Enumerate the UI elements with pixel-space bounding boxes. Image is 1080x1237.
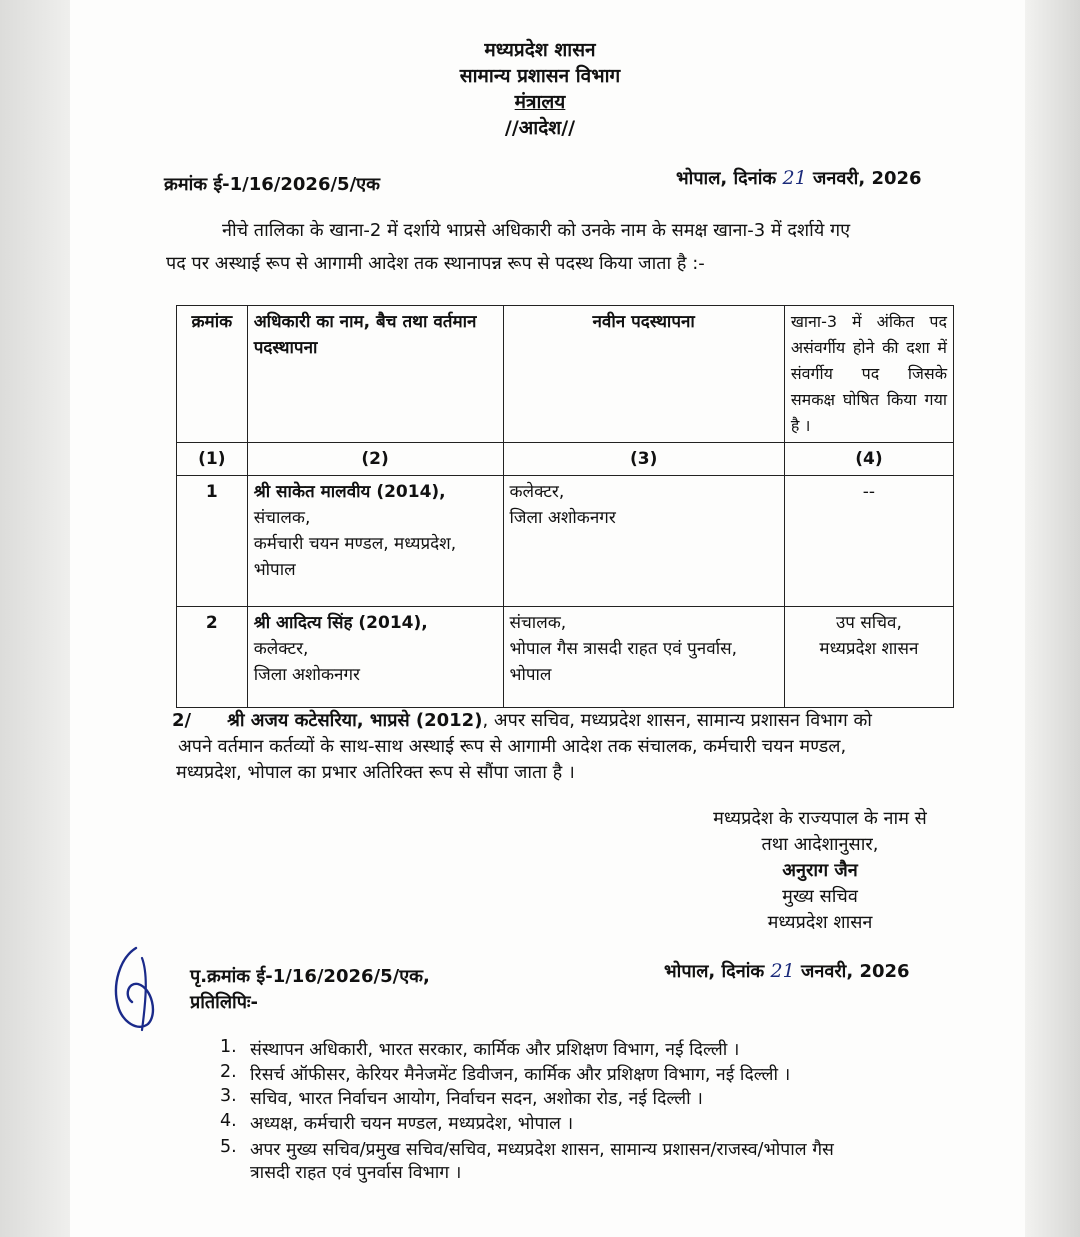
- para2-line-3: मध्यप्रदेश, भोपाल का प्रभार अतिरिक्त रूप से सौंपा जाता है ।: [176, 762, 575, 783]
- list-item-number: 4.: [220, 1111, 237, 1131]
- officer-line: संचालक,: [253, 508, 311, 528]
- endorsement-date: [664, 959, 910, 983]
- equivalent-line: उप सचिव,: [835, 613, 902, 633]
- posting-line: जिला अशोकनगर: [509, 508, 616, 528]
- officer-line: भोपाल: [253, 560, 296, 580]
- posting-line: भोपाल गैस त्रासदी राहत एवं पुनर्वास,: [509, 639, 737, 659]
- order-date: [676, 166, 922, 190]
- officer-line: कलेक्टर,: [253, 639, 309, 659]
- order-number: क्रमांक ई-1/16/2026/5/एक: [164, 174, 380, 195]
- endorsement-date-day-handwritten: 21: [770, 960, 795, 982]
- posting-table: [176, 305, 954, 708]
- row-equivalent: [784, 476, 953, 607]
- order-date-day-handwritten: 21: [782, 167, 807, 189]
- list-item-number: 1.: [220, 1037, 237, 1057]
- officer-name: श्री साकेत मालवीय (2014),: [253, 482, 446, 502]
- endorsement-number: पृ.क्रमांक ई-1/16/2026/5/एक,: [190, 966, 430, 987]
- posting-line: संचालक,: [509, 613, 567, 633]
- table-row: [177, 607, 954, 708]
- signatory-name: अनुराग जैन: [782, 860, 858, 881]
- posting-line: भोपाल: [509, 665, 552, 685]
- row-officer: [247, 607, 503, 708]
- page-shadow-right: [1025, 0, 1080, 1237]
- column-number: (2): [247, 443, 503, 476]
- officer-name: श्री आदित्य सिंह (2014),: [253, 613, 428, 633]
- header-department: सामान्य प्रशासन विभाग: [459, 65, 621, 87]
- para2-line-1-rest: , अपर सचिव, मध्यप्रदेश शासन, सामान्य प्रशासन विभाग को: [482, 710, 872, 731]
- handwritten-initials-mark: [108, 944, 168, 1036]
- list-item: [220, 1111, 574, 1134]
- officer-line: कर्मचारी चयन मण्डल, मध्यप्रदेश,: [253, 534, 457, 554]
- list-item-number: 5.: [220, 1137, 237, 1157]
- endorsement-date-month-year: जनवरी, 2026: [800, 961, 910, 982]
- intro-line-2: पद पर अस्थाई रूप से आगामी आदेश तक स्थानापन्न रूप से पदस्थ किया जाता है :-: [166, 253, 705, 274]
- row-officer: [247, 476, 503, 607]
- list-item-number: 3.: [220, 1086, 237, 1106]
- row-sno: 1: [177, 476, 248, 607]
- page-shadow-left: [0, 0, 70, 1237]
- column-number: (3): [503, 443, 784, 476]
- list-item: [220, 1037, 740, 1060]
- list-item-text: संस्थापन अधिकारी, भारत सरकार, कार्मिक और प्रशिक्षण विभाग, नई दिल्ली ।: [250, 1040, 740, 1060]
- list-item-text: अपर मुख्य सचिव/प्रमुख सचिव/सचिव, मध्यप्रदेश शासन, सामान्य प्रशासन/राजस्व/भोपाल गैस: [250, 1140, 834, 1160]
- row-equivalent: [784, 607, 953, 708]
- column-number: (4): [784, 443, 953, 476]
- list-item-text: सचिव, भारत निर्वाचन आयोग, निर्वाचन सदन, अशोका रोड, नई दिल्ली ।: [250, 1089, 703, 1109]
- table-header-row: [177, 306, 954, 443]
- para2-number: 2/: [172, 710, 192, 731]
- intro-line-1: नीचे तालिका के खाना-2 में दर्शाये भाप्रसे अधिकारी को उनके नाम के समक्ष खाना-3 में दर्शाये गए: [222, 220, 851, 241]
- signatory-designation: मुख्य सचिव: [782, 886, 858, 907]
- column-number: (1): [177, 443, 248, 476]
- table-row: [177, 476, 954, 607]
- order-date-prefix: भोपाल, दिनांक: [676, 168, 777, 189]
- header-secretariat: [0, 88, 1080, 114]
- row-sno: 2: [177, 607, 248, 708]
- list-item: [220, 1086, 703, 1109]
- signature-line-2: तथा आदेशानुसार,: [761, 834, 879, 855]
- column-number-row: [177, 443, 954, 476]
- officer-line: जिला अशोकनगर: [253, 665, 361, 685]
- equivalent-line: मध्यप्रदेश शासन: [819, 639, 919, 659]
- header-cell-equivalent: खाना-3 में अंकित पद असंवर्गीय होने की दशा में संवर्गीय पद जिसके समकक्ष घोषित किया गया है ।: [784, 306, 953, 443]
- row-new-posting: [503, 607, 784, 708]
- equivalent-line: --: [862, 482, 876, 502]
- header-state: मध्यप्रदेश शासन: [484, 39, 596, 61]
- header-secretariat-text: मंत्रालय: [514, 91, 566, 113]
- list-item-text: अध्यक्ष, कर्मचारी चयन मण्डल, मध्यप्रदेश, भोपाल ।: [250, 1114, 574, 1134]
- header-order-title: //आदेश//: [504, 117, 576, 139]
- endorsement-date-prefix: भोपाल, दिनांक: [664, 961, 765, 982]
- list-item-number: 2.: [220, 1062, 237, 1082]
- order-date-month-year: जनवरी, 2026: [812, 168, 922, 189]
- copy-to-label: प्रतिलिपिः-: [190, 992, 259, 1013]
- header-cell-sno: क्रमांक: [177, 306, 248, 443]
- list-item: [220, 1137, 834, 1160]
- para2-line-1: [172, 708, 872, 732]
- posting-line: कलेक्टर,: [509, 482, 565, 502]
- header-cell-new-posting: नवीन पदस्थापना: [503, 306, 784, 443]
- list-item: [220, 1062, 791, 1085]
- row-new-posting: [503, 476, 784, 607]
- list-item-text: रिसर्च ऑफीसर, केरियर मैनेजमेंट डिवीजन, कार्मिक और प्रशिक्षण विभाग, नई दिल्ली ।: [250, 1065, 791, 1085]
- list-item-continuation: त्रासदी राहत एवं पुनर्वास विभाग ।: [250, 1163, 462, 1183]
- para2-officer-name: श्री अजय कटेसरिया, भाप्रसे (2012): [227, 710, 483, 731]
- header-cell-officer: अधिकारी का नाम, बैच तथा वर्तमान पदस्थापना: [247, 306, 503, 443]
- para2-line-2: अपने वर्तमान कर्तव्यों के साथ-साथ अस्थाई रूप से आगामी आदेश तक संचालक, कर्मचारी चयन मण्डल,: [178, 736, 847, 757]
- signatory-office: मध्यप्रदेश शासन: [767, 912, 873, 933]
- signature-line-1: मध्यप्रदेश के राज्यपाल के नाम से: [713, 808, 927, 829]
